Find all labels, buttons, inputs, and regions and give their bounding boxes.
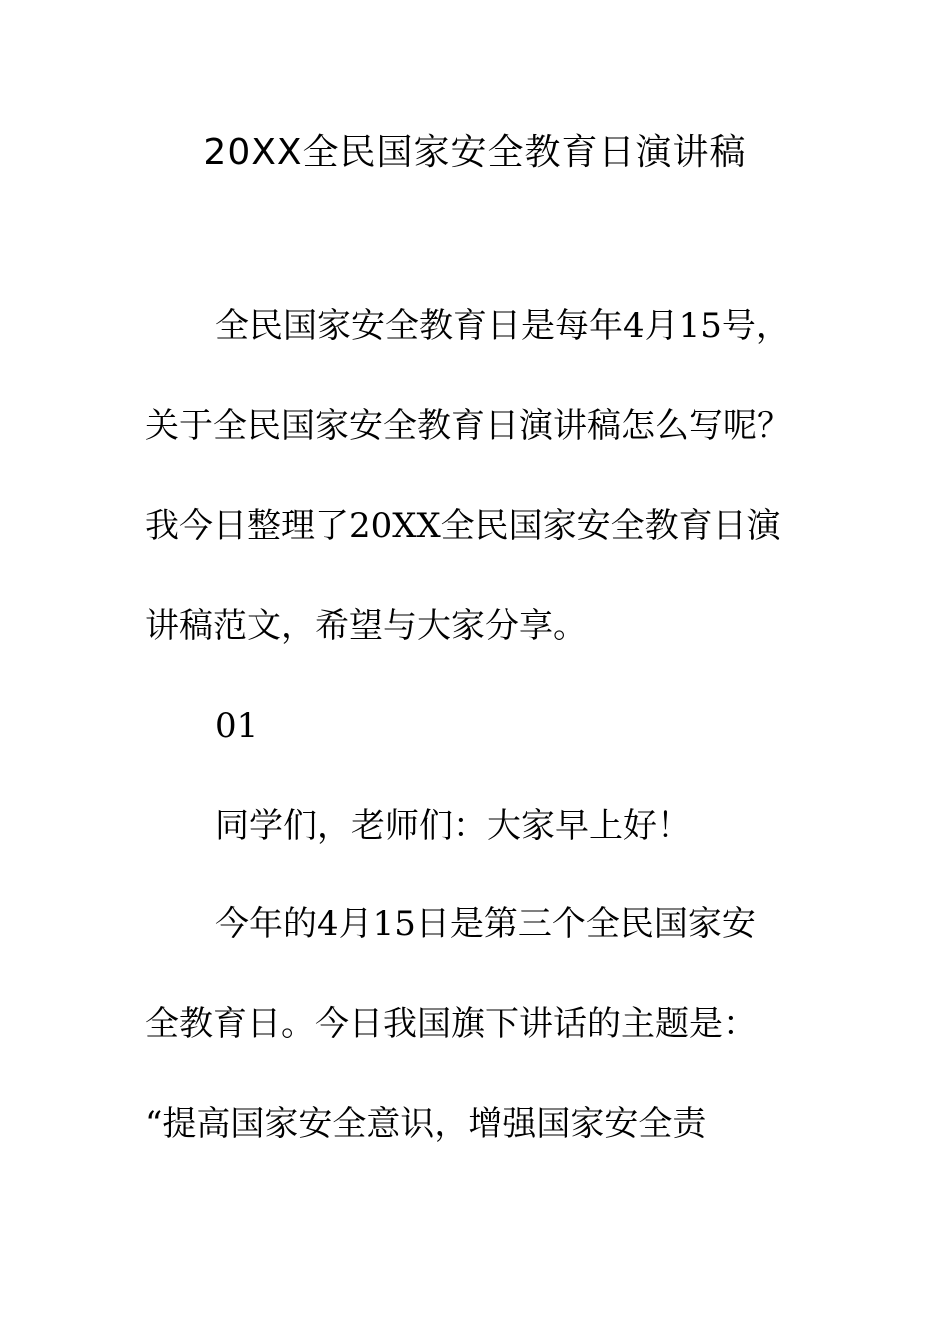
paragraph-line: 讲稿范文，希望与大家分享。 — [145, 606, 587, 646]
paragraph-line: “提高国家安全意识，增强国家安全责 — [145, 1104, 707, 1144]
document-title: 20XX全民国家安全教育日演讲稿 — [203, 132, 747, 173]
paragraph-line: 今年的4月15日是第三个全民国家安 — [215, 904, 756, 944]
paragraph-line: 我今日整理了20XX全民国家安全教育日演 — [145, 506, 781, 546]
paragraph-line: 关于全民国家安全教育日演讲稿怎么写呢？ — [145, 406, 791, 446]
paragraph-line: 同学们，老师们：大家早上好！ — [215, 806, 691, 846]
paragraph-line: 全民国家安全教育日是每年4月15号， — [215, 306, 790, 346]
paragraph-line: 全教育日。今日我国旗下讲话的主题是： — [145, 1004, 757, 1044]
section-number: 01 — [215, 706, 259, 746]
